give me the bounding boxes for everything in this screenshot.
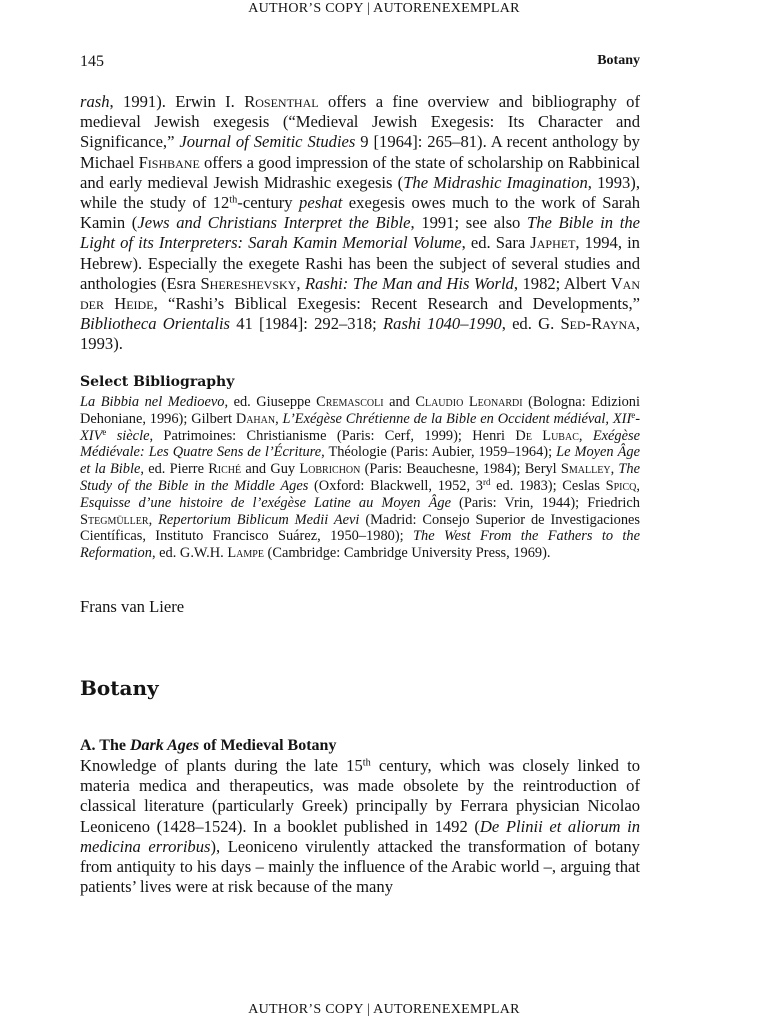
smallcaps-name: Van der Heide: [80, 273, 641, 314]
superscript: e: [102, 426, 107, 437]
text-run: , Patrimoines: Christianisme (Paris: Cerf, 1999); Henri: [149, 427, 516, 444]
italic-text: peshat: [299, 193, 343, 213]
select-bibliography-heading: Select Bibliography: [80, 374, 235, 390]
text-run: , ed. Giuseppe: [224, 394, 317, 410]
text-run: , 1993), while the study of 12: [80, 172, 640, 213]
text-run: , “Rashi’s Biblical Exegesis: Recent Research and Developments,”: [153, 294, 640, 314]
subsection-heading: [80, 737, 640, 755]
smallcaps-name: Japhet: [530, 233, 576, 253]
running-section-title: Botany: [597, 53, 640, 68]
text-run: (Cambridge: Cambridge University Press, 1969).: [263, 545, 551, 562]
text-run: , 1991). Erwin I.: [109, 92, 245, 111]
italic-text: Jews and Christians Interpret the Bible: [137, 213, 411, 233]
entry-author: Frans van Liere: [80, 597, 185, 616]
text-run: A. The: [80, 737, 130, 754]
text-run: , 1982; Albert: [513, 273, 611, 293]
smallcaps-name: Riché: [208, 461, 242, 478]
text-run: , ed. G.: [501, 314, 561, 334]
text-run: , ed. Pierre: [140, 461, 209, 478]
smallcaps-name: Cremascoli: [316, 394, 384, 410]
text-run: ,: [636, 477, 640, 494]
italic-text: Esquisse d’une histoire de l’exégèse Latine au Moyen Âge: [80, 494, 451, 511]
text-run: (Oxford: Blackwell, 1952, 3: [308, 477, 484, 494]
text-run: ,: [148, 511, 159, 528]
text-run: ,: [296, 273, 305, 293]
text-run: , 1991; see also: [410, 213, 527, 233]
running-head: [80, 53, 640, 73]
bibliography-list: [80, 394, 640, 562]
text-run: 9 [1964]: 265–81). A recent anthology by Michael: [80, 132, 640, 172]
text-run: (Bologna: Edizioni Dehoniane, 1996); Gilbert: [80, 394, 640, 427]
text-run: and: [383, 394, 416, 410]
italic-text: Journal of Semitic Studies: [179, 132, 356, 152]
text-run: of Medieval Botany: [199, 737, 337, 754]
text-run: , ed. G.W.H.: [151, 545, 228, 562]
text-run: (Paris: Vrin, 1944); Friedrich: [450, 494, 640, 511]
smallcaps-name: Dahan: [235, 410, 276, 427]
italic-text: -XIV: [80, 410, 640, 444]
superscript: th: [229, 194, 238, 206]
text-run: Knowledge of plants during the late 15: [80, 756, 363, 775]
page-number: 145: [80, 53, 104, 70]
text-run: offers a good impression of the state of scholarship on Rabbinical and early medieval Jewish Midrashic exegesis (: [80, 152, 640, 192]
superscript: e: [631, 409, 636, 420]
text-run: ed. 1983); Ceslas: [490, 477, 606, 494]
text-run: , ed. Sara: [461, 233, 531, 253]
text-run: ,: [610, 461, 619, 478]
text-run: ,: [275, 410, 283, 427]
italic-text: Rashi: The Man and His World: [304, 273, 514, 293]
italic-text: The Bible in the Light of its Interpreters: Sarah Kamin Memorial Volume: [80, 213, 640, 253]
text-run: 41 [1984]: 292–318;: [230, 314, 384, 334]
smallcaps-name: Lobrichon: [299, 461, 361, 478]
text-run: , Théologie (Paris: Aubier, 1959–1964);: [321, 444, 557, 461]
entry-title-botany: Botany: [80, 676, 159, 700]
superscript: th: [362, 757, 371, 769]
text-run: century, which was closely linked to materia medica and therapeutics, was made obsolete by the reintroduction of classical literature (particularly Greek) principally by Ferrara physician Nicolao Leoniceno (1428–1524). In a booklet published in 1492 (: [80, 756, 640, 836]
smallcaps-name: Sed-Rayna: [560, 314, 636, 334]
text-run: ,: [578, 427, 593, 444]
text-run: (Paris: Beauchesne, 1984); Beryl: [360, 461, 561, 478]
italic-text: La Bibbia nel Medioevo: [80, 394, 225, 410]
text-run: and Guy: [241, 461, 300, 478]
italic-text: The West From the Fathers to the Reformation: [80, 528, 641, 562]
smallcaps-name: De Lubac: [515, 427, 579, 444]
text-run: (Madrid: Consejo Superior de Investigaciones Científicas, Instituto Francisco Suárez, 1950–1980);: [80, 511, 641, 545]
italic-text: Bibliotheca Orientalis: [80, 314, 231, 334]
superscript: rd: [483, 477, 491, 488]
top-copy-banner: AUTHOR’S COPY | AUTORENEXEMPLAR: [248, 1, 520, 16]
italic-text: De Plinii et aliorum in medicina erroribus: [80, 816, 640, 856]
italic-text: rash: [80, 92, 110, 111]
text-run: offers a fine overview and bibliography of medieval Jewish exegesis (“Medieval Jewish Exegesis: Its Character and Significance,”: [80, 92, 640, 152]
previous-entry-paragraph: [80, 92, 640, 355]
smallcaps-name: Fishbane: [138, 152, 200, 172]
italic-text: L’Exégèse Chrétienne de la Bible en Occident médiéval, XII: [282, 410, 632, 427]
italic-text: Dark Ages: [129, 737, 200, 754]
smallcaps-name: Shereshevsky: [200, 273, 297, 293]
italic-text: Exégèse Médiévale: Les Quatre Sens de l’Écriture: [80, 427, 640, 461]
text-run: exegesis owes much to the work of Sarah Kamin (: [80, 193, 640, 233]
italic-text: The Midrashic Imagination: [403, 172, 588, 192]
italic-text: Rashi 1040–1990: [383, 314, 502, 334]
text-run: , 1993).: [80, 314, 640, 354]
botany-paragraph: [80, 756, 640, 897]
text-run: -century: [237, 193, 300, 213]
smallcaps-name: Rosenthal: [244, 92, 319, 111]
italic-text: The Study of the Bible in the Middle Ages: [80, 461, 640, 494]
italic-text: Le Moyen Âge et la Bible: [80, 444, 640, 478]
smallcaps-name: Spicq: [605, 477, 637, 494]
bottom-copy-banner: AUTHOR’S COPY | AUTORENEXEMPLAR: [248, 1002, 520, 1017]
italic-text: Repertorium Biblicum Medii Aevi: [158, 511, 360, 528]
smallcaps-name: Claudio Leonardi: [415, 394, 523, 410]
text-run: ), Leoniceno virulently attacked the transformation of botany from antiquity to his days – mainly the influence of the Arabic world –, arguing that patients’ lives were at risk because of the many: [80, 836, 640, 897]
smallcaps-name: Smalley: [560, 461, 611, 478]
italic-text: siècle: [106, 427, 150, 444]
smallcaps-name: Stegmüller: [80, 511, 149, 528]
smallcaps-name: Lampe: [227, 545, 264, 562]
text-run: , 1994, in Hebrew). Especially the exegete Rashi has been the subject of several studies and anthologies (Esra: [80, 233, 640, 293]
